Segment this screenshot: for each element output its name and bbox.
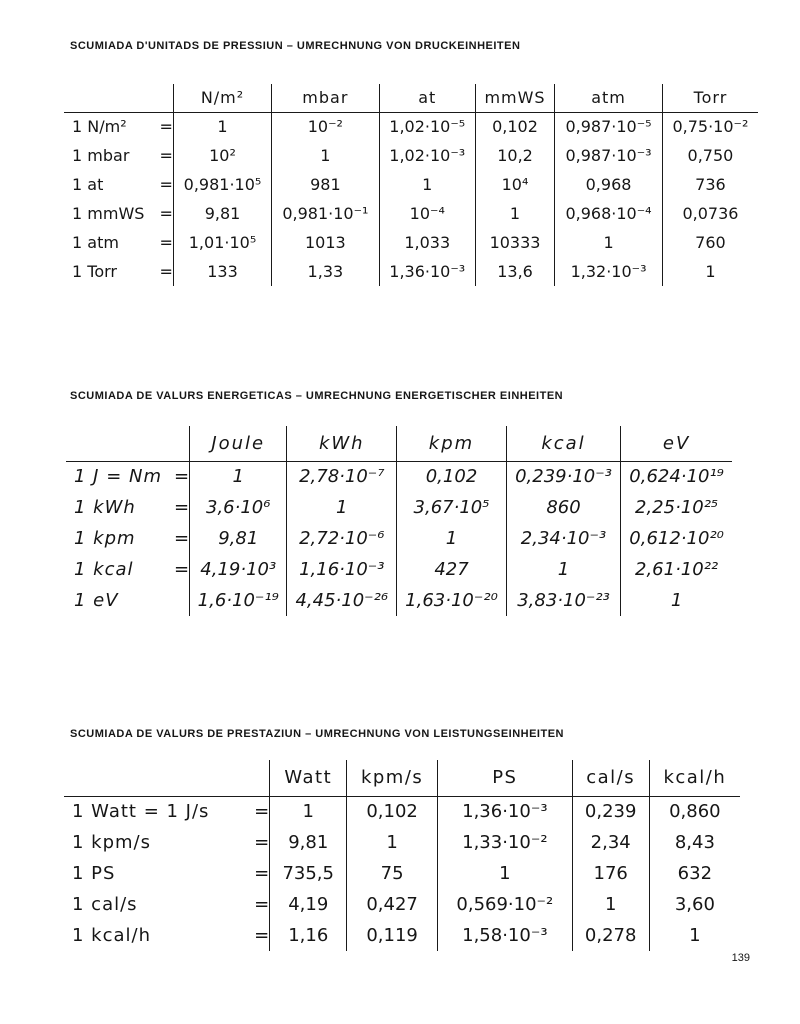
value-cell: 0,612·10²⁰ <box>621 523 732 554</box>
row-label: 1 kWh <box>74 497 136 518</box>
table-row <box>64 796 740 827</box>
column-header: kcal/h <box>649 760 740 796</box>
value-cell: 1,6·10⁻¹⁹ <box>190 585 287 616</box>
value-cell: 3,83·10⁻²³ <box>506 585 620 616</box>
value-cell: 735,5 <box>270 858 347 889</box>
value-cell: 1,01·10⁵ <box>173 228 271 257</box>
value-cell: 1 <box>190 461 287 492</box>
value-cell: 3,6·10⁶ <box>190 492 287 523</box>
value-cell: 4,45·10⁻²⁶ <box>287 585 397 616</box>
value-cell: 0,239 <box>572 796 649 827</box>
value-cell: 10² <box>173 141 271 170</box>
column-header: kcal <box>506 426 620 461</box>
corner-cell <box>64 84 160 112</box>
value-cell: 9,81 <box>190 523 287 554</box>
value-cell: 1 <box>662 257 758 286</box>
equals-sign: = <box>254 894 270 915</box>
power-conversion-table <box>64 760 740 951</box>
value-cell: 1,02·10⁻³ <box>379 141 475 170</box>
value-cell: 2,25·10²⁵ <box>621 492 732 523</box>
equals-sign: = <box>159 175 173 194</box>
value-cell: 1 <box>287 492 397 523</box>
row-label: 1 N/m² <box>72 117 127 137</box>
corner-eq-cell <box>174 426 190 461</box>
value-cell: 0,624·10¹⁹ <box>621 461 732 492</box>
value-cell: 0,987·10⁻³ <box>555 141 663 170</box>
value-cell: 13,6 <box>475 257 554 286</box>
value-cell: 0,750 <box>662 141 758 170</box>
value-cell: 0,102 <box>347 796 438 827</box>
table-row <box>66 492 732 523</box>
row-label: 1 mbar <box>72 146 130 165</box>
value-cell: 0,968·10⁻⁴ <box>555 199 663 228</box>
table-row <box>64 858 740 889</box>
table-row <box>64 141 758 170</box>
value-cell: 736 <box>662 170 758 199</box>
value-cell: 1 <box>649 920 740 951</box>
value-cell: 2,61·10²² <box>621 554 732 585</box>
value-cell: 0,0736 <box>662 199 758 228</box>
value-cell: 1,58·10⁻³ <box>437 920 572 951</box>
value-cell: 1,32·10⁻³ <box>555 257 663 286</box>
corner-eq-cell <box>254 760 270 796</box>
table-row <box>64 827 740 858</box>
value-cell: 1,63·10⁻²⁰ <box>397 585 507 616</box>
column-header: Joule <box>190 426 287 461</box>
value-cell: 9,81 <box>270 827 347 858</box>
equals-sign: = <box>173 528 190 549</box>
equals-sign: = <box>159 204 173 223</box>
table-row <box>64 920 740 951</box>
table-header-row <box>64 84 758 112</box>
row-label: 1 mmWS <box>72 204 145 223</box>
equals-sign: = <box>254 832 270 853</box>
value-cell: 1,033 <box>379 228 475 257</box>
value-cell: 0,102 <box>475 112 554 141</box>
equals-sign: = <box>254 801 270 823</box>
row-label: 1 kpm/s <box>72 832 151 853</box>
value-cell: 1 <box>506 554 620 585</box>
value-cell: 4,19 <box>270 889 347 920</box>
value-cell: 0,427 <box>347 889 438 920</box>
column-header: kpm <box>397 426 507 461</box>
row-label: 1 PS <box>72 863 116 884</box>
value-cell: 2,34·10⁻³ <box>506 523 620 554</box>
column-header: eV <box>621 426 732 461</box>
equals-sign: = <box>173 466 190 488</box>
column-header: cal/s <box>572 760 649 796</box>
value-cell: 0,278 <box>572 920 649 951</box>
row-label: 1 Watt = 1 J/s <box>72 801 210 823</box>
corner-cell <box>66 426 174 461</box>
value-cell: 0,75·10⁻² <box>662 112 758 141</box>
value-cell: 632 <box>649 858 740 889</box>
value-cell: 0,860 <box>649 796 740 827</box>
table-row <box>64 112 758 141</box>
table-header-row <box>64 760 740 796</box>
value-cell: 9,81 <box>173 199 271 228</box>
value-cell: 0,569·10⁻² <box>437 889 572 920</box>
row-label: 1 J = Nm <box>74 466 163 488</box>
value-cell: 1 <box>173 112 271 141</box>
value-cell: 1013 <box>272 228 380 257</box>
table-row <box>64 889 740 920</box>
value-cell: 1 <box>397 523 507 554</box>
value-cell: 176 <box>572 858 649 889</box>
value-cell: 1,36·10⁻³ <box>379 257 475 286</box>
row-label: 1 cal/s <box>72 894 138 915</box>
column-header: atm <box>555 84 663 112</box>
pressure-table-heading: SCUMIADA D'UNITADS DE PRESSIUN – UMRECHNUNG VON DRUCKEINHEITEN <box>70 40 521 52</box>
column-header: mbar <box>272 84 380 112</box>
value-cell: 3,60 <box>649 889 740 920</box>
column-header: at <box>379 84 475 112</box>
value-cell: 1,33·10⁻² <box>437 827 572 858</box>
value-cell: 2,34 <box>572 827 649 858</box>
column-header: kWh <box>287 426 397 461</box>
table-row <box>66 554 732 585</box>
column-header: Torr <box>662 84 758 112</box>
power-table-heading: SCUMIADA DE VALURS DE PRESTAZIUN – UMRECHNUNG VON LEISTUNGSEINHEITEN <box>70 728 564 740</box>
row-label: 1 atm <box>72 233 119 252</box>
value-cell: 1 <box>270 796 347 827</box>
value-cell: 1,33 <box>272 257 380 286</box>
value-cell: 8,43 <box>649 827 740 858</box>
pressure-conversion-table <box>64 84 758 286</box>
value-cell: 0,968 <box>555 170 663 199</box>
value-cell: 0,981·10⁻¹ <box>272 199 380 228</box>
row-label: 1 kpm <box>74 528 136 549</box>
column-header: N/m² <box>173 84 271 112</box>
value-cell: 3,67·10⁵ <box>397 492 507 523</box>
value-cell: 1 <box>272 141 380 170</box>
column-header: mmWS <box>475 84 554 112</box>
value-cell: 1 <box>572 889 649 920</box>
equals-sign: = <box>254 863 270 884</box>
equals-sign <box>174 585 190 616</box>
page-number: 139 <box>731 952 750 964</box>
value-cell: 75 <box>347 858 438 889</box>
corner-cell <box>64 760 254 796</box>
value-cell: 10⁻² <box>272 112 380 141</box>
column-header: PS <box>437 760 572 796</box>
value-cell: 4,19·10³ <box>190 554 287 585</box>
row-label: 1 at <box>72 175 104 194</box>
row-label: 1 kcal <box>74 559 134 580</box>
value-cell: 0,981·10⁵ <box>173 170 271 199</box>
value-cell: 10333 <box>475 228 554 257</box>
table-row <box>66 461 732 492</box>
value-cell: 10,2 <box>475 141 554 170</box>
equals-sign: = <box>173 559 190 580</box>
equals-sign: = <box>159 117 173 137</box>
value-cell: 1,16·10⁻³ <box>287 554 397 585</box>
row-label: 1 eV <box>74 590 119 611</box>
value-cell: 1 <box>475 199 554 228</box>
table-row <box>66 585 732 616</box>
equals-sign: = <box>159 146 173 165</box>
value-cell: 0,239·10⁻³ <box>506 461 620 492</box>
equals-sign: = <box>254 925 270 946</box>
column-header: Watt <box>270 760 347 796</box>
value-cell: 1,36·10⁻³ <box>437 796 572 827</box>
table-row <box>66 523 732 554</box>
equals-sign: = <box>159 262 173 281</box>
value-cell: 1 <box>555 228 663 257</box>
value-cell: 1 <box>347 827 438 858</box>
value-cell: 0,987·10⁻⁵ <box>555 112 663 141</box>
energy-conversion-table <box>66 426 732 616</box>
value-cell: 2,78·10⁻⁷ <box>287 461 397 492</box>
value-cell: 1 <box>437 858 572 889</box>
column-header: kpm/s <box>347 760 438 796</box>
table-row <box>64 257 758 286</box>
value-cell: 1,16 <box>270 920 347 951</box>
value-cell: 427 <box>397 554 507 585</box>
equals-sign: = <box>173 497 190 518</box>
equals-sign: = <box>159 233 173 252</box>
value-cell: 0,119 <box>347 920 438 951</box>
table-header-row <box>66 426 732 461</box>
table-row <box>64 228 758 257</box>
value-cell: 760 <box>662 228 758 257</box>
value-cell: 1 <box>379 170 475 199</box>
value-cell: 133 <box>173 257 271 286</box>
row-label: 1 Torr <box>72 262 117 281</box>
energy-table-heading: SCUMIADA DE VALURS ENERGETICAS – UMRECHNUNG ENERGETISCHER EINHEITEN <box>70 390 564 402</box>
value-cell: 1 <box>621 585 732 616</box>
table-row <box>64 199 758 228</box>
row-label: 1 kcal/h <box>72 925 151 946</box>
corner-eq-cell <box>160 84 174 112</box>
value-cell: 10⁻⁴ <box>379 199 475 228</box>
value-cell: 860 <box>506 492 620 523</box>
value-cell: 2,72·10⁻⁶ <box>287 523 397 554</box>
table-row <box>64 170 758 199</box>
value-cell: 1,02·10⁻⁵ <box>379 112 475 141</box>
value-cell: 0,102 <box>397 461 507 492</box>
value-cell: 10⁴ <box>475 170 554 199</box>
value-cell: 981 <box>272 170 380 199</box>
